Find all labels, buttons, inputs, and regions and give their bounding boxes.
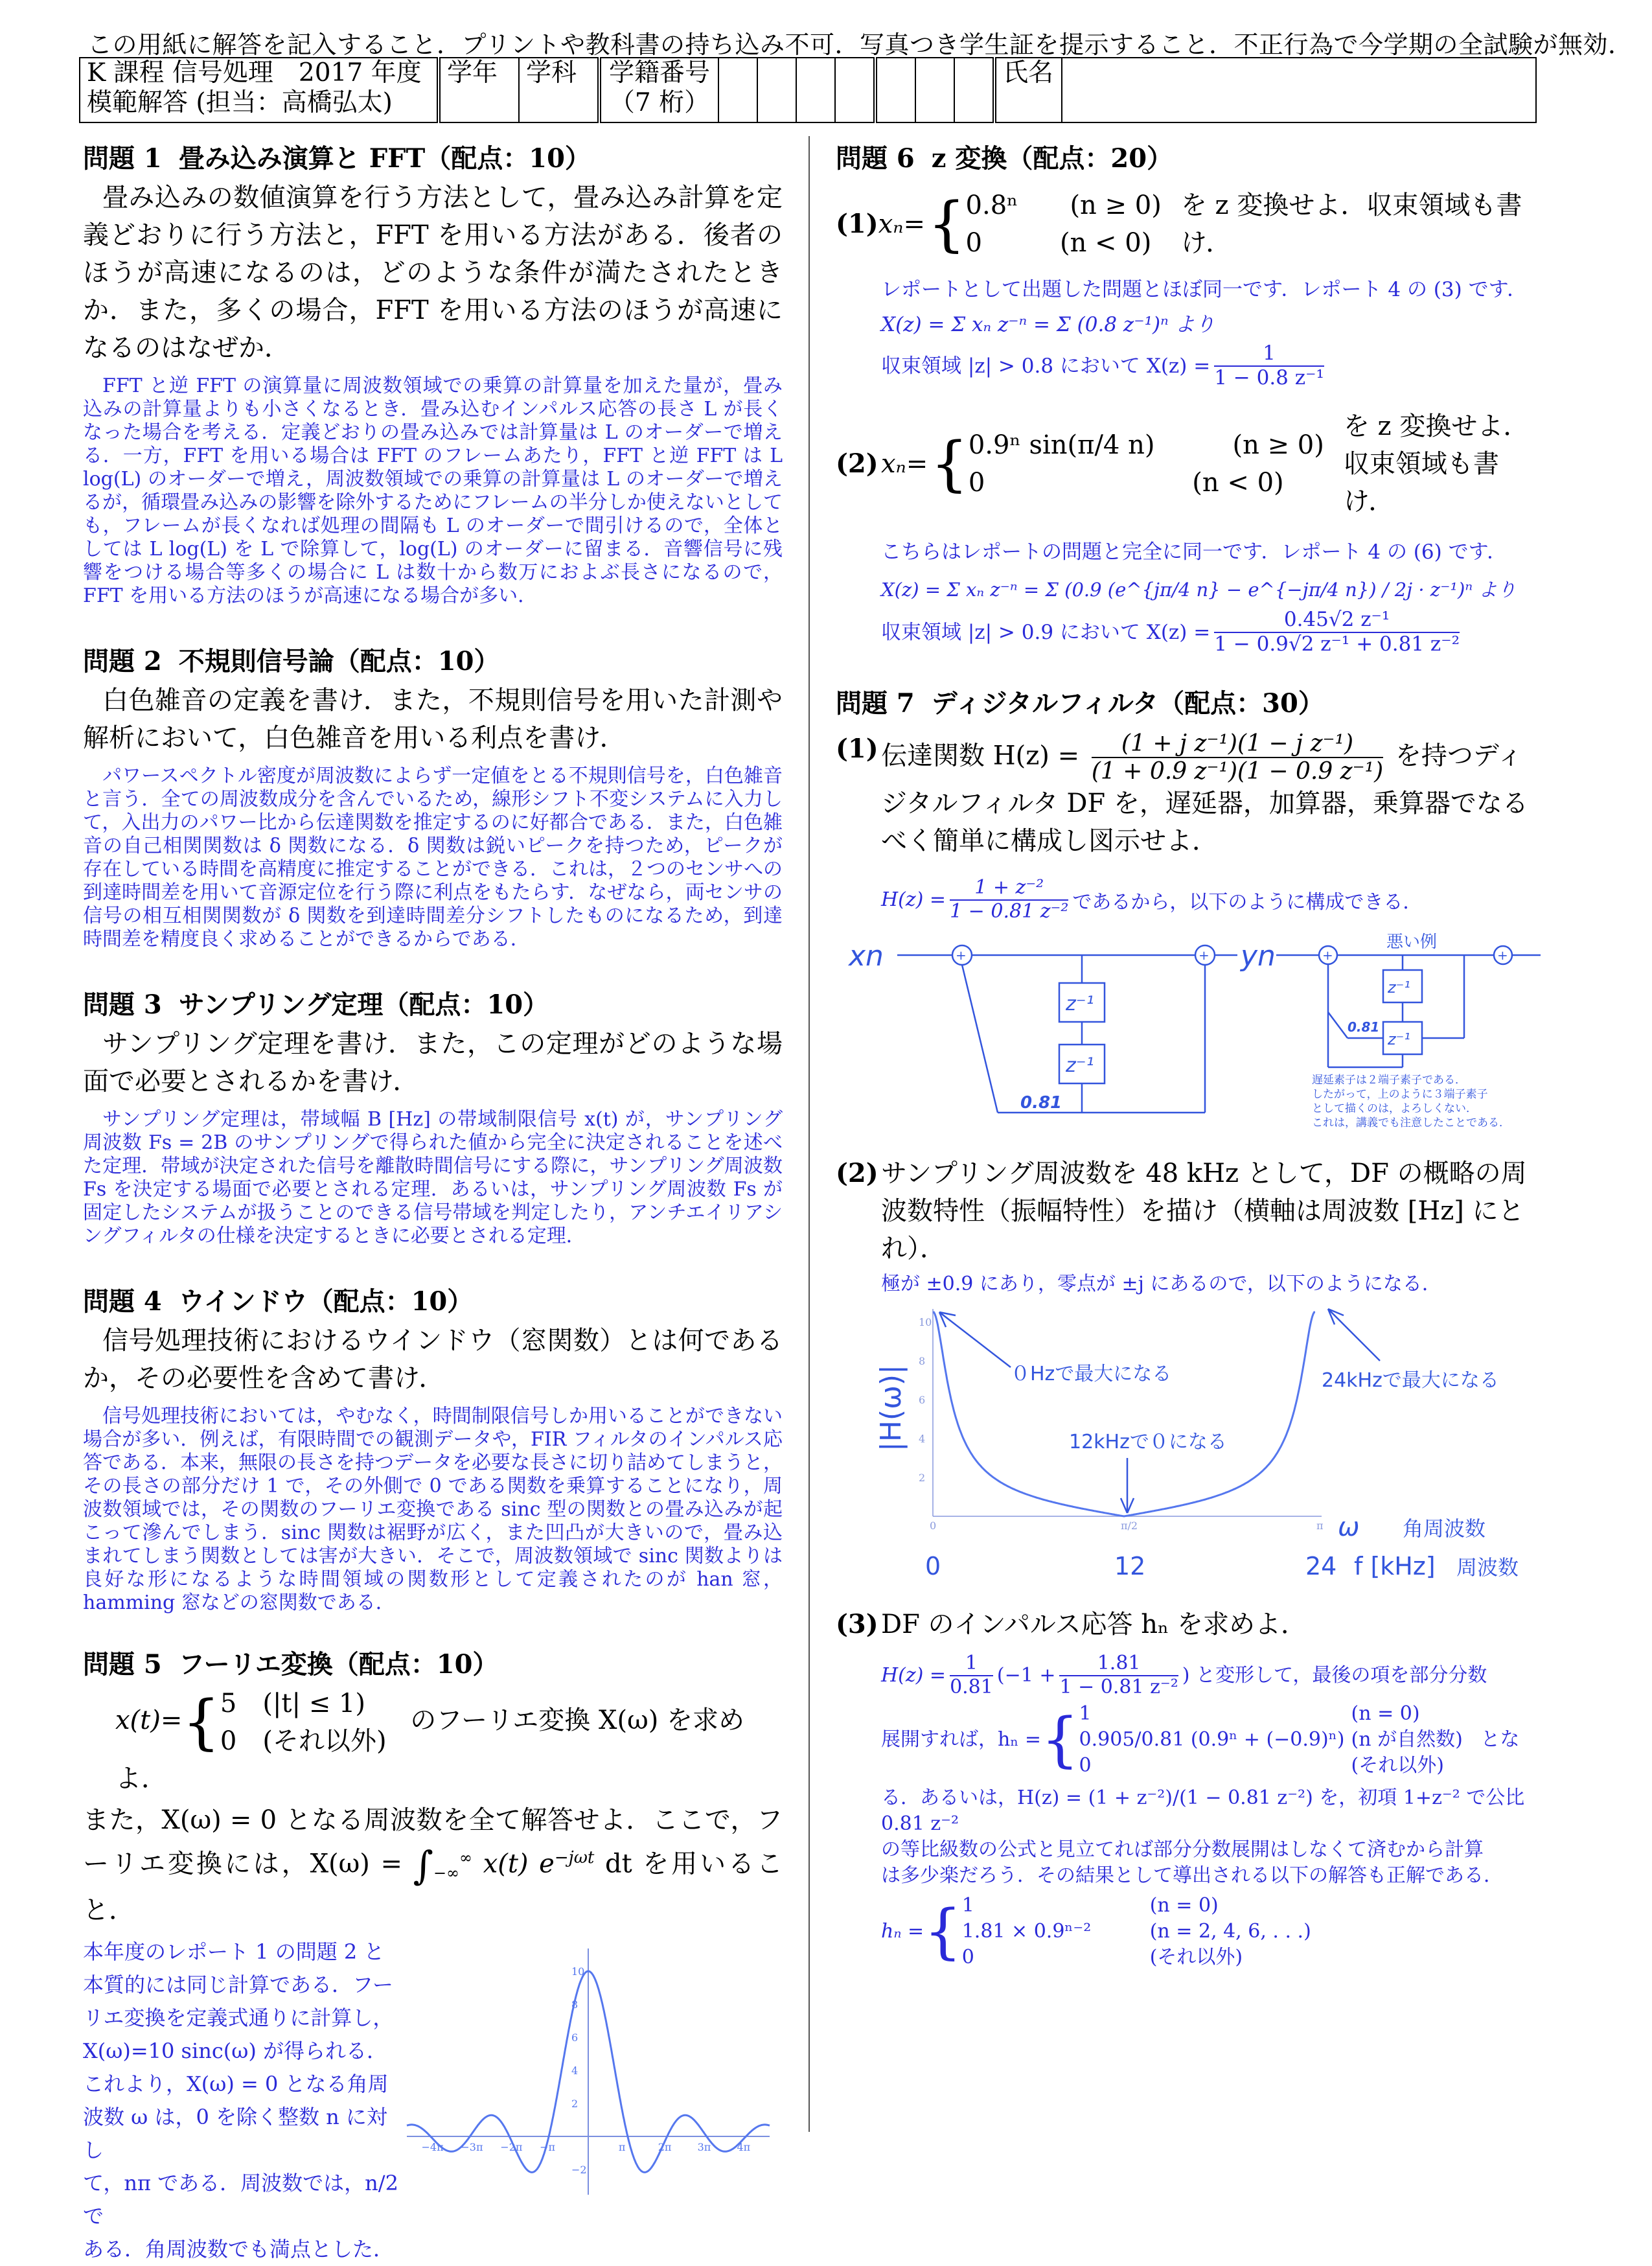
svg-text:0: 0 [925,1552,941,1581]
svg-text:12: 12 [1114,1552,1146,1581]
svg-text:xn: xn [849,940,884,973]
svg-text:π/2: π/2 [1121,1520,1138,1532]
problem-3 [83,989,783,1248]
case-2: 0 (それ以外) [220,1726,387,1756]
svg-text:+: + [1199,947,1210,964]
sinc-x-tick: 3π [697,2141,711,2154]
omega-symbol: ω [1338,1512,1360,1543]
id-digit-box[interactable] [954,58,994,122]
student-id-label: 学籍番号 [608,58,710,87]
problem-1-answer: FFT と逆 FFT の演算量に周波数領域での乗算の計算量を加えた量が，畳み込みの計算量よりも小さくなるとき．畳み込むインパルス応答の長さ L が長くなった場合を考える．定義どおりの畳み込みでは計算量は L のオーダーで増える．一方，FFT を用いる場合は FFT のフレームあたり，FFT と逆 FFT は L log(L) のオーダーで増え，周波数領域での乗算の計算量は L のオーダーで増えるが，循環畳み込みの影響を除外するためにフレームの半分しか使えないとしても，フレームが長くなれば処理の間隔も L のオーダーで間引けるので，全体としては L log(L) を L で除算して，log(L) のオーダーに留まる．音響信号に残響をつける場合等多くの場合に L は数十から数万におよぶ長さになるので，FFT を用いる方法のほうが高速になる場合が多い． [83,375,783,607]
problem-5-answer: 本年度のレポート 1 の問題 2 と 本質的には同じ計算である．フー リエ変換を定義式通りに計算し， X(ω)=10 sinc(ω) が得られる． これより，X(ω) = 0 となる角周 波数 ω は，0 を除く整数 n に対し て，nπ である．周波数では，n/2 で ある．角周波数でも満点とした． [83,1939,398,2262]
sinc-x-tick: 2π [658,2141,672,2154]
svg-text:π: π [1316,1520,1324,1532]
problem-4-answer: 信号処理技術においては，やむなく，時間制限信号しか用いることができない場合が多い．例えば，有限時間での観測データや，FIR フィルタのインパルス応答である．本来，無限の長さを持つデータを必要な長さに切り詰めてしまうと，その長さの部分だけ 1 で，その外側で 0 である関数を乗算することになり，周波数領域では，その関数のフーリエ変換である sinc 型の関数との畳み込みが起こって滲んでしまう．sinc 関数は裾野が広く，また凹凸が大きいので，畳み込まれてしまう関数としては害が大きい．そこで，周波数領域で sinc 関数よりは良好な形になるような時間領域の関数形として定義されたのが han 窓，hamming 窓などの窓関数である． [83,1405,783,1614]
right-column [836,143,1542,1971]
name-label: 氏名 [994,58,1062,122]
svg-text:これは，講義でも注意したことである．: これは，講義でも注意したことである． [1312,1116,1510,1130]
id-digit-box[interactable] [796,58,835,122]
mag-y-tick: 4 [919,1433,926,1446]
id-digit-box[interactable] [835,58,875,122]
svg-text:+: + [956,947,967,964]
sinc-y-tick: 2 [571,2098,579,2110]
sinc-y-tick: 8 [571,1998,579,2011]
svg-text:z⁻¹: z⁻¹ [1388,1030,1410,1049]
sinc-x-tick: −3π [461,2141,483,2154]
problem-2-title: 問題 2 不規則信号論（配点：10） [83,646,500,676]
sinc-x-tick: π [618,2141,626,2154]
problem-6-title: 問題 6 z 変換（配点：20） [836,143,1173,174]
annotation-0hz: ０Hzで最大になる [1011,1363,1172,1386]
sinc-y-tick: 4 [571,2064,579,2077]
student-id-cell [599,58,718,122]
svg-text:悪い例: 悪い例 [1386,932,1438,953]
problem-2-answer: パワースペクトル密度が周波数によらず一定値をとる不規則信号を，白色雑音と言う．全ての周波数成分を含んでいるため，線形シフト不変システムに入力して，入出力のパワー比から伝達関数を推定するのに好都合である．また，白色雑音の自己相関関数は δ 関数になる．δ 関数は鋭いピークを持つため，ピークが存在している時間を高精度に推定することができる．これは，２つのセンサへの到達時間差を用いて音源定位を行う際に利点をもたらす．なぜなら，両センサの信号の相互相関関数が δ 関数を到達時間差分シフトしたものになるため，到達時間差を精度良く求めることができるからである． [83,765,783,951]
problem-7-q3: (3) DF のインパルス応答 hₙ を求めよ． [836,1609,1307,1640]
sinc-y-tick: 10 [571,1965,585,1978]
svg-text:yn: yn [1241,940,1276,973]
mag-y-tick: 6 [919,1394,926,1407]
svg-text:したがって，上のように３端子素子: したがって，上のように３端子素子 [1312,1088,1488,1102]
problem-7-q1: (1) 伝達関数 H(z) = $\frac{\text{(1 + j z⁻¹)(1 − j z⁻¹)}}{\text{(1 + 0.9 z⁻¹)(1 − 0.9 z⁻¹)}}$ を持つディジタルフィルタ DF を，遅延器，加算器，乗算器でなるべく簡単に構成し図示せよ． [836,730,1528,857]
svg-text:z⁻¹: z⁻¹ [1066,993,1094,1016]
name-field[interactable] [1062,58,1536,122]
problem-1 [83,143,783,608]
svg-text:0.81: 0.81 [1020,1093,1062,1113]
problem-7 [836,688,1542,1971]
svg-text:として描くのは，よろしくない．: として描くのは，よろしくない． [1312,1102,1477,1116]
magnitude-response-plot [836,1296,1542,1594]
problem-2 [83,645,783,951]
svg-text:+: + [1497,947,1508,964]
left-column [83,143,783,2262]
id-digit-box[interactable] [875,58,915,122]
model-answer-label: 模範解答 (担当：高橋弘太) [87,88,393,117]
sinc-x-tick: −2π [500,2141,523,2154]
problem-4 [83,1286,783,1615]
problem-6-a1: レポートとして出題した問題とほぼ同一です．レポート 4 の (3) です． X(z) = Σ xₙ z⁻ⁿ = Σ (0.8 z⁻¹)ⁿ より 収束領域 |z| > 0.8 において X(z) = $\frac{1}{\text{1 − 0.8 z⁻¹}}$ [881,278,1528,389]
problem-5 [83,1648,783,2262]
problem-7-a3: H(z) = $\frac{1}{0.81}$ (−1 + $\frac{1.81}{\text{1 − 0.81 z⁻²}}$ ) と変形して，最後の項を部分分数 展開すれば，hₙ = { 1 0.905/0.81 (0.9ⁿ + (−0.9)ⁿ) 0 (n = 0) (n が自然数) (それ以外) とな る．あるいは，H(z) = (1 + z⁻²)/(1 − 0.81 z⁻²) を，初項 1+z⁻² で公比 0.81 z⁻² の等比級数の公式と見立てれば部分分数展開はしなくて済むから計算 は多少楽だろう．その結果として導出される以下の解答も正解である． hₙ = { 1 1.81 × 0.9ⁿ⁻² 0 (n = 0) (n = 2, 4, 6, . . .) (それ以外) [881,1652,1525,1969]
column-divider [809,136,810,2132]
svg-text:z⁻¹: z⁻¹ [1388,978,1410,997]
course-cell [80,58,439,122]
problem-5-answer-block [83,1936,783,2262]
problem-3-answer: サンプリング定理は，帯域幅 B [Hz] の帯域制限信号 x(t) が，サンプリング周波数 Fs = 2B のサンプリングで得られた値から完全に決定されることを述べた定理．帯域が決定された信号を離散時間信号にする際に，サンプリング周波数 Fs を決定する場面で必要とされる定理．あるいは，サンプリング周波数 Fs が固定したシステムが扱うことのできる信号帯域を判定したり，アンチエイリアシングフィルタの仕様を決定するときに必要とされる定理． [83,1108,783,1247]
problem-7-title: 問題 7 ディジタルフィルタ（配点：30） [836,688,1324,719]
problem-7-a2: 極が ±0.9 にあり，零点が ±j にあるので，以下のようになる． [881,1273,1441,1296]
svg-text:24: 24 [1305,1552,1337,1581]
problem-6-q2: (2) xₙ= { 0.9ⁿ sin(π/4 n) (n ≥ 0) 0 (n < 0) を z 変換せよ．収束領域も書け． [836,411,1530,517]
problem-4-title: 問題 4 ウインドウ（配点：10） [83,1286,474,1317]
course-name: K 課程 信号処理 2017 年度 [87,58,422,87]
problem-7-a1: H(z) = $\frac{\text{1 + z⁻²}}{\text{1 − 0.81 z⁻²}}$ であるから，以下のように構成できる． [881,876,1423,923]
svg-text:+: + [1322,947,1333,964]
omega-label: 角周波数 [1403,1516,1486,1542]
magnitude-curve [933,1312,1315,1516]
svg-text:0: 0 [930,1520,937,1532]
problem-5-title: 問題 5 フーリエ変換（配点：10） [83,1649,499,1680]
mag-y-tick: 10 [919,1316,932,1329]
id-digit-box[interactable] [757,58,796,122]
grade-label: 学年 [439,58,519,122]
problem-7-q2: (2) サンプリング周波数を 48 kHz として，DF の概略の周波数特性（振幅特性）を描け（横軸は周波数 [Hz] にとれ）． [836,1158,1527,1264]
student-id-digits: （7 桁） [609,88,710,117]
problem-3-question: サンプリング定理を書け．また，この定理がどのような場面で必要とされるかを書け． [83,1029,783,1096]
problem-3-title: 問題 3 サンプリング定理（配点：10） [83,989,549,1020]
problem-4-question: 信号処理技術におけるウインドウ（窓関数）とは何であるか，その必要性を含めて書け． [83,1326,783,1393]
problem-6-a2: こちらはレポートの問題と完全に同一です．レポート 4 の (6) です． X(z) = Σ xₙ z⁻ⁿ = Σ (0.9 (e^{jπ/4 n} − e^{−jπ/4 n}) / 2j · z⁻¹)ⁿ より 収束領域 |z| > 0.9 において X(z) = $\frac{\text{0.45√2 z⁻¹}}{\text{1 − 0.9√2 z⁻¹ + 0.81 z⁻²}}$ [881,540,1517,656]
student-info-table [79,57,1537,123]
case-1: 5 (|t| ≤ 1) [220,1689,365,1718]
sinc-y-tick: −2 [571,2164,587,2177]
sinc-x-tick: 4π [737,2141,751,2154]
frequency-axis-label: f [kHz] [1354,1552,1436,1581]
problem-5-question: また，X(ω) = 0 となる周波数を全て解答せよ．ここで，フーリエ変換には，$X(\omega) = \int_{-\infty}^\infty$ x(t) $e^{-j\omega t}$ dt を用いること． [83,1805,783,1926]
svg-text:遅延素子は２端子素子である．: 遅延素子は２端子素子である． [1312,1074,1466,1087]
svg-text:z⁻¹: z⁻¹ [1066,1054,1094,1078]
annotation-12khz: 12kHzで０になる [1069,1431,1227,1454]
mag-y-tick: 2 [919,1472,926,1485]
sinc-x-tick: −π [540,2141,556,2154]
dept-label: 学科 [519,58,599,122]
mag-y-label: |H(ω)| [875,1365,908,1452]
id-digit-box[interactable] [915,58,954,122]
problem-6-q1: (1) xₙ= { 0.8ⁿ (n ≥ 0) 0 (n < 0) を z 変換せよ．収束領域も書け． [836,189,1522,259]
problem-5-definition: x(t)={ 5 (|t| ≤ 1) 0 (それ以外) のフーリエ変換 X(ω) を求めよ． [83,1685,783,1798]
filter-block-diagram [836,928,1542,1135]
problem-6 [836,143,1542,656]
sinc-y-tick: 6 [571,2031,579,2044]
problem-1-question: 畳み込みの数値演算を行う方法として，畳み込み計算を定義どおりに行う方法と，FFT を用いる方法がある．後者のほうが高速になるのは，どのような条件が満たされたときか．また，多くの場合，FFT を用いる方法のほうが高速になるのはなぜか． [83,183,783,363]
problem-2-question: 白色雑音の定義を書け．また，不規則信号を用いた計測や解析において，白色雑音を用いる利点を書け． [83,686,783,753]
frequency-name: 周波数 [1456,1555,1519,1580]
svg-text:0.81: 0.81 [1348,1019,1380,1035]
exam-notice: この用紙に解答を記入すること．プリントや教科書の持ち込み不可．写真つき学生証を提示すること．不正行為で今学期の全試験が無効． [87,30,1633,59]
problem-1-title: 問題 1 畳み込み演算と FFT（配点：10） [83,143,591,174]
sinc-plot [400,1936,776,2201]
annotation-24khz: 24kHzで最大になる [1322,1369,1499,1393]
id-digit-box[interactable] [718,58,757,122]
sinc-x-tick: −4π [421,2141,444,2154]
mag-y-tick: 8 [919,1355,926,1368]
